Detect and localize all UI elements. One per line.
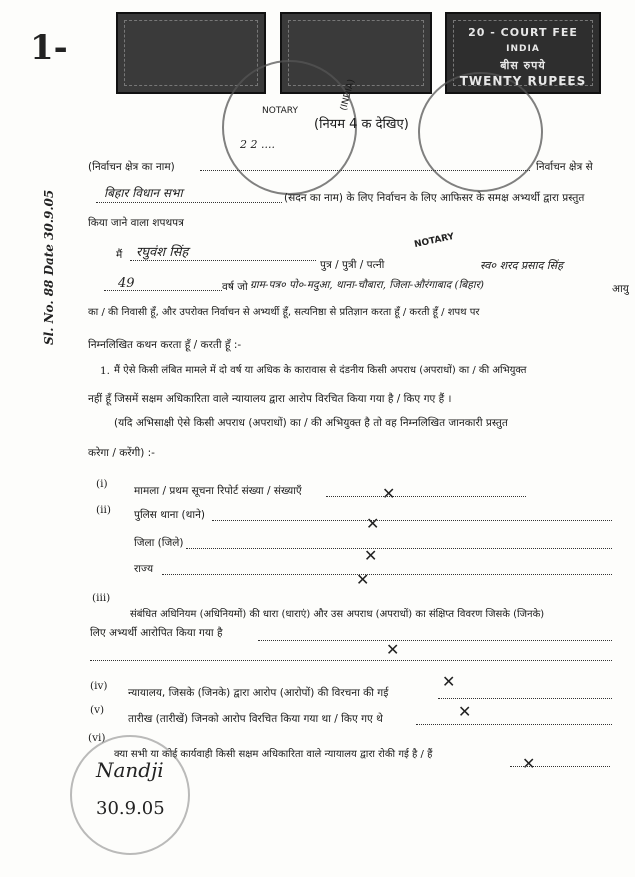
item-iii-dotted-line-1 [258, 640, 612, 641]
notary-seal-right [418, 72, 543, 192]
deponent-prefix: मैं [116, 249, 123, 261]
item-i-number: (i) [96, 478, 108, 490]
constituency-suffix: निर्वाचन क्षेत्र से [536, 161, 593, 173]
item-iv-dotted-line [438, 698, 612, 699]
item-state-cross: ✕ [356, 570, 370, 589]
item-ii-cross: ✕ [366, 514, 380, 533]
age-dotted-line [104, 290, 222, 291]
para1-number: 1. [100, 365, 111, 377]
age-suffix: आयु [612, 283, 629, 295]
item-district-text: जिला (जिले) [134, 537, 184, 549]
item-v-number: (v) [90, 704, 105, 716]
item-district-dotted-line [186, 548, 612, 549]
house-name-handwriting: बिहार विधान सभा [104, 186, 183, 200]
item-state-dotted-line [162, 574, 612, 575]
item-ii-dotted-line [212, 520, 612, 521]
item-v-text: तारीख (तारीखें) जिनको आरोप विरचित किया गया था / किए गए थे [128, 713, 383, 725]
india-seal-label: (INDIA) [339, 78, 358, 112]
stamp-india-label: INDIA [506, 44, 540, 54]
notary-stamp-text: NOTARY [413, 231, 456, 251]
para1-line1: मैं ऐसे किसी लंबित मामले में दो वर्ष या अधिक के कारावास से दंडनीय किसी अपराध (अपराधों) का / की अभियुक्त [114, 365, 527, 376]
para2-line2: करेगा / करेंगी) :- [88, 447, 155, 459]
side-registration-number: Sl. No. 88 Date 30.9.05 [42, 189, 56, 345]
statement-intro: निम्नलिखित कथन करता हूँ / करती हूँ :- [88, 339, 242, 351]
constituency-dotted-line [200, 170, 530, 171]
deponent-name-handwriting: रघुवंश सिंह [136, 245, 189, 260]
age-label: वर्ष जो [222, 281, 248, 293]
court-fee-stamp [445, 12, 601, 94]
item-vi-dotted-line [510, 766, 610, 767]
form-heading: (नियम 4 क देखिए) [314, 117, 409, 132]
affidavit-title: किया जाने वाला शपथपत्र [88, 217, 184, 229]
para1-line2: नहीं हूँ जिसमें सक्षम अधिकारिता वाले न्यायालय द्वारा आरोप विरचित किया गया है / किए गए हैं । [88, 393, 452, 405]
item-iii-dotted-line-2 [90, 660, 612, 661]
signature-name: Nandji [96, 758, 164, 782]
para2-line1: (यदि अभिसाक्षी ऐसे किसी अपराध (अपराधों) का / की अभियुक्त है तो वह निम्नलिखित जानकारी प्रस्तुत [114, 417, 508, 429]
relation-label: पुत्र / पुत्री / पत्नी [320, 259, 385, 271]
item-iv-number: (iv) [90, 680, 108, 692]
item-iii-number: (iii) [92, 592, 111, 604]
item-vi-cross: ✕ [522, 754, 536, 773]
item-i-text: मामला / प्रथम सूचना रिपोर्ट संख्या / संख्याएँ [134, 485, 302, 497]
item-district-cross: ✕ [364, 546, 378, 565]
item-iv-cross: ✕ [442, 672, 456, 691]
margin-mark: 1- [30, 28, 68, 68]
item-iii-cross: ✕ [386, 640, 400, 659]
heading-handwriting: 2 2 .... [240, 138, 275, 151]
signature-date: 30.9.05 [96, 798, 165, 819]
item-ii-text: पुलिस थाना (थाने) [134, 509, 206, 521]
constituency-label: (निर्वाचन क्षेत्र का नाम) [88, 161, 175, 173]
house-dotted-line [96, 202, 282, 203]
age-handwriting: 49 [118, 276, 135, 291]
deponent-dotted-line [130, 260, 316, 261]
stamp-hindi-value: बीस रुपये [500, 59, 546, 72]
item-iv-text: न्यायालय, जिसके (जिनके) द्वारा आरोप (आरोपों) की विरचना की गई [128, 687, 389, 699]
item-v-cross: ✕ [458, 702, 472, 721]
stamp-english-value: TWENTY RUPEES [459, 74, 587, 88]
item-i-dotted-line [326, 496, 526, 497]
item-vi-text: क्या सभी या कोई कार्यवाही किसी सक्षम अधिकारिता वाले न्यायालय द्वारा रोकी गई है / हैं [114, 749, 433, 760]
item-iii-text: संबंधित अधिनियम (अधिनियमों) की धारा (धाराएं) और उस अपराध (अपराधों) का संक्षिप्त विवरण जिसके (जिनके) [130, 609, 545, 620]
item-vi-number: (vi) [88, 732, 106, 744]
stamp-value-line: 20 - COURT FEE [468, 26, 578, 39]
resident-statement: का / की निवासी हूँ, और उपरोक्त निर्वाचन से अभ्यर्थी हूँ, सत्यनिष्ठा से प्रतिज्ञान करता हूँ / करती हूँ / शपथ पर [88, 307, 480, 318]
item-iii-text-cont: लिए अभ्यर्थी आरोपित किया गया है [90, 627, 223, 639]
item-i-cross: ✕ [382, 484, 396, 503]
signature-seal [70, 735, 190, 855]
father-name-handwriting: स्व० शरद प्रसाद सिंह [480, 259, 563, 272]
item-v-dotted-line [416, 724, 612, 725]
item-state-text: राज्य [134, 563, 154, 575]
notary-seal-label: NOTARY [262, 106, 298, 116]
house-line-text: (सदन का नाम) के लिए निर्वाचन के लिए आफिसर के समक्ष अभ्यर्थी द्वारा प्रस्तुत [284, 192, 585, 204]
address-handwriting: ग्राम-पत्र० पो०-मदुआ, थाना-चौबारा, जिला-औरंगाबाद (बिहार) [250, 279, 484, 291]
item-ii-number: (ii) [96, 504, 111, 516]
